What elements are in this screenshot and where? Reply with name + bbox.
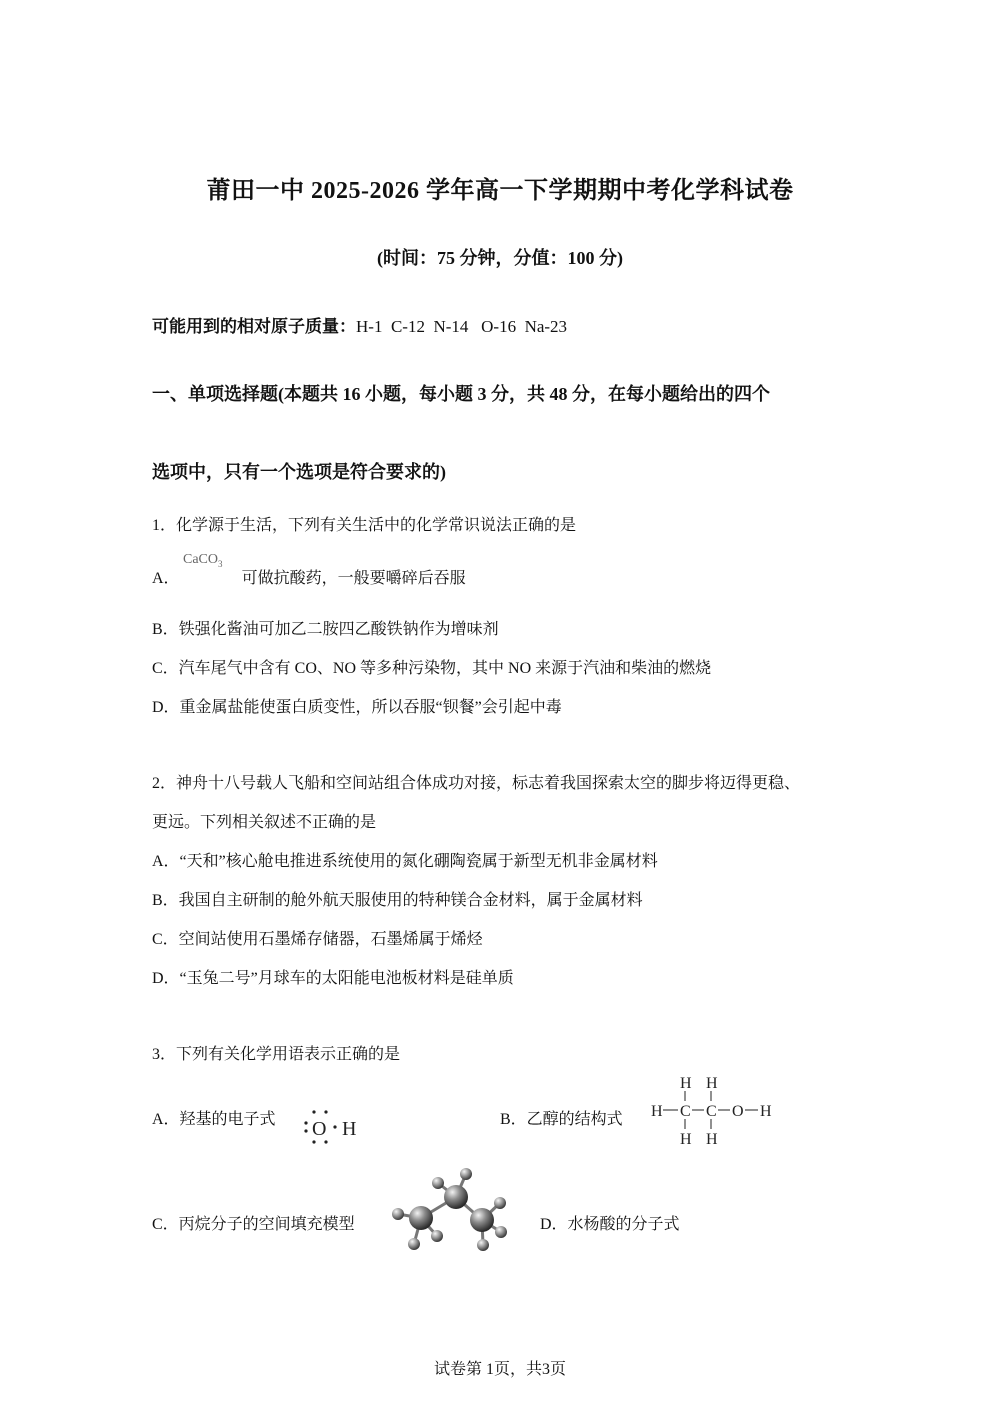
svg-text:H: H [706,1131,718,1148]
q1-stem: 1．化学源于生活，下列有关生活中的化学常识说法正确的是 [152,517,577,534]
exam-title: 莆田一中 2025-2026 学年高一下学期期中考化学科试卷 [206,178,794,204]
q1-option-c: C．汽车尾气中含有 CO、NO 等多种污染物，其中 NO 来源于汽油和柴油的燃烧 [152,660,712,677]
q1-option-d: D．重金属盐能使蛋白质变性，所以吞服“钡餐”会引起中毒 [152,699,562,716]
svg-text:H: H [706,1075,718,1092]
q2-option-c: C．空间站使用石墨烯存储器，石墨烯属于烯烃 [152,931,483,948]
q3-stem: 3．下列有关化学用语表示正确的是 [152,1046,401,1063]
propane-model-image [388,1163,514,1253]
atomic-mass-values: H-1 C-12 N-14 O-16 Na-23 [356,317,568,336]
hydroxyl-electron-formula [300,1108,370,1146]
hydroxyl-o-symbol: O [312,1118,327,1140]
q2-stem-line2: 更远。下列相关叙述不正确的是 [152,814,377,831]
svg-text:C: C [680,1103,691,1120]
q1-option-b: B．铁强化酱油可加乙二胺四乙酸铁钠作为增味剂 [152,621,499,638]
q2-option-b: B．我国自主研制的舱外航天服使用的特种镁合金材料，属于金属材料 [152,892,643,909]
q2-stem-line1: 2．神舟十八号载人飞船和空间站组合体成功对接，标志着我国探索太空的脚步将迈得更稳、 [152,775,801,792]
q1-a-formula-sub: 3 [218,558,223,569]
q3-option-c: C．丙烷分子的空间填充模型 [152,1216,355,1233]
svg-text:H: H [651,1103,663,1120]
atomic-mass-label: 可能用到的相对原子质量： [152,317,356,336]
hydroxyl-h-symbol: H [342,1118,357,1140]
q3-option-d: D．水杨酸的分子式 [540,1216,680,1233]
q3-option-b: B．乙醇的结构式 [500,1111,623,1128]
q1-a-formula-main: CaCO [183,552,218,567]
atomic-mass-line [152,312,567,337]
q1-a-prefix: A． [152,570,180,587]
q3-option-a: A．羟基的电子式 [152,1111,276,1128]
svg-text:C: C [706,1103,717,1120]
exam-subtitle: (时间：75 分钟，分值：100 分) [377,248,623,268]
svg-text:O: O [732,1103,744,1120]
svg-text:H: H [760,1103,772,1120]
q2-option-a: A．“天和”核心舱电推进系统使用的氮化硼陶瓷属于新型无机非金属材料 [152,853,658,870]
q1-a-text: 可做抗酸药，一般要嚼碎后吞服 [241,570,466,587]
q2-option-d: D．“玉兔二号”月球车的太阳能电池板材料是硅单质 [152,970,514,987]
page-footer: 试卷第 1页，共3页 [433,1361,566,1378]
section1-heading-line1: 一、单项选择题(本题共 16 小题，每小题 3 分，共 48 分，在每小题给出的四个 [152,384,770,404]
svg-text:H: H [680,1131,692,1148]
ethanol-structural-formula [648,1072,778,1150]
q1-option-a [152,565,466,588]
section1-heading-line2: 选项中，只有一个选项是符合要求的) [152,462,446,482]
svg-text:H: H [680,1075,692,1092]
